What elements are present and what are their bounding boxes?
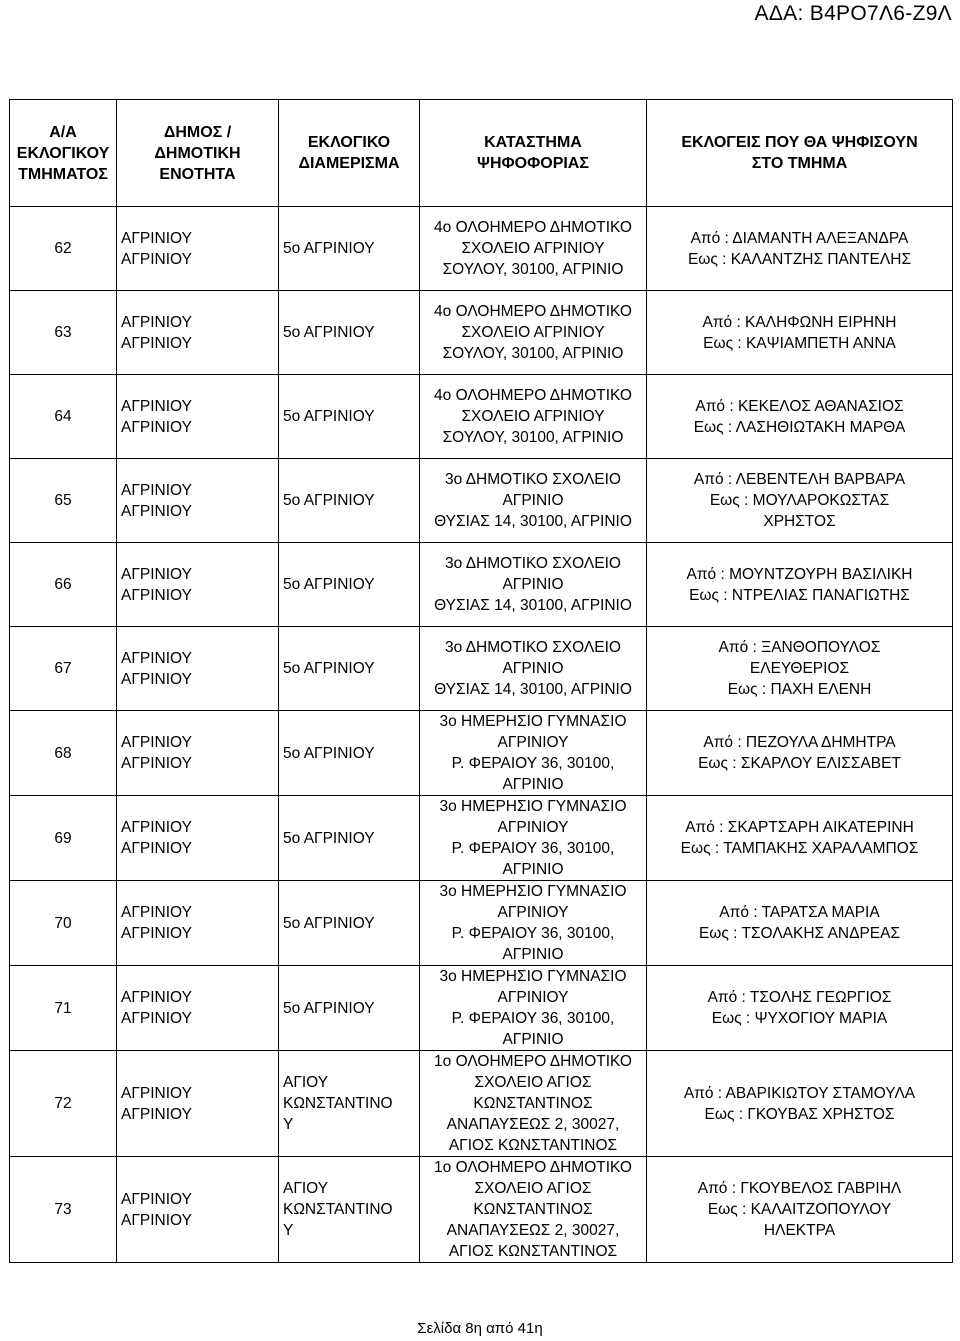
cell-electoral-district: 5ο ΑΓΡΙΝΙΟΥ — [279, 207, 420, 291]
cell-polling-place: 3ο ΔΗΜΟΤΙΚΟ ΣΧΟΛΕΙΟ ΑΓΡΙΝΙΟ ΘΥΣΙΑΣ 14, 30100, ΑΓΡΙΝΙΟ — [420, 627, 647, 711]
cell-voters-range: Από : ΜΟΥΝΤΖΟΥΡΗ ΒΑΣΙΛΙΚΗ Εως : ΝΤΡΕΛΙΑΣ ΠΑΝΑΓΙΩΤΗΣ — [647, 543, 953, 627]
cell-polling-place: 1ο ΟΛΟΗΜΕΡΟ ΔΗΜΟΤΙΚΟ ΣΧΟΛΕΙΟ ΑΓΙΟΣ ΚΩΝΣΤΑΝΤΙΝΟΣ ΑΝΑΠΑΥΣΕΩΣ 2, 30027, ΑΓΙΟΣ ΚΩΝΣΤΑΝΤΙΝΟΣ — [420, 1051, 647, 1157]
cell-municipality: ΑΓΡΙΝΙΟΥ ΑΓΡΙΝΙΟΥ — [117, 543, 279, 627]
cell-electoral-district: 5ο ΑΓΡΙΝΙΟΥ — [279, 375, 420, 459]
cell-electoral-district: 5ο ΑΓΡΙΝΙΟΥ — [279, 796, 420, 881]
table-row — [10, 711, 953, 796]
cell-electoral-district: 5ο ΑΓΡΙΝΙΟΥ — [279, 711, 420, 796]
cell-municipality: ΑΓΡΙΝΙΟΥ ΑΓΡΙΝΙΟΥ — [117, 375, 279, 459]
cell-voters-range: Από : ΣΚΑΡΤΣΑΡΗ ΑΙΚΑΤΕΡΙΝΗ Εως : ΤΑΜΠΑΚΗΣ ΧΑΡΑΛΑΜΠΟΣ — [647, 796, 953, 881]
table-row — [10, 1157, 953, 1263]
cell-municipality: ΑΓΡΙΝΙΟΥ ΑΓΡΙΝΙΟΥ — [117, 1051, 279, 1157]
cell-municipality: ΑΓΡΙΝΙΟΥ ΑΓΡΙΝΙΟΥ — [117, 711, 279, 796]
cell-polling-place: 4ο ΟΛΟΗΜΕΡΟ ΔΗΜΟΤΙΚΟ ΣΧΟΛΕΙΟ ΑΓΡΙΝΙΟΥ ΣΟΥΛΟΥ, 30100, ΑΓΡΙΝΙΟ — [420, 375, 647, 459]
cell-voters-range: Από : ΔΙΑΜΑΝΤΗ ΑΛΕΞΑΝΔΡΑ Εως : ΚΑΛΑΝΤΖΗΣ ΠΑΝΤΕΛΗΣ — [647, 207, 953, 291]
cell-polling-place: 1ο ΟΛΟΗΜΕΡΟ ΔΗΜΟΤΙΚΟ ΣΧΟΛΕΙΟ ΑΓΙΟΣ ΚΩΝΣΤΑΝΤΙΝΟΣ ΑΝΑΠΑΥΣΕΩΣ 2, 30027, ΑΓΙΟΣ ΚΩΝΣΤΑΝΤΙΝΟΣ — [420, 1157, 647, 1263]
table-row — [10, 1051, 953, 1157]
cell-voters-range: Από : ΤΣΟΛΗΣ ΓΕΩΡΓΙΟΣ Εως : ΨΥΧΟΓΙΟΥ ΜΑΡΙΑ — [647, 966, 953, 1051]
ada-stamp: ΑΔΑ: Β4ΡΟ7Λ6-Ζ9Λ — [754, 2, 952, 25]
table-row — [10, 291, 953, 375]
cell-section-number: 70 — [10, 881, 117, 966]
cell-municipality: ΑΓΡΙΝΙΟΥ ΑΓΡΙΝΙΟΥ — [117, 291, 279, 375]
table-row — [10, 796, 953, 881]
cell-electoral-district: 5ο ΑΓΡΙΝΙΟΥ — [279, 459, 420, 543]
cell-section-number: 64 — [10, 375, 117, 459]
cell-polling-place: 3ο ΗΜΕΡΗΣΙΟ ΓΥΜΝΑΣΙΟ ΑΓΡΙΝΙΟΥ Ρ. ΦΕΡΑΙΟΥ 36, 30100, ΑΓΡΙΝΙΟ — [420, 881, 647, 966]
cell-municipality: ΑΓΡΙΝΙΟΥ ΑΓΡΙΝΙΟΥ — [117, 627, 279, 711]
cell-polling-place: 3ο ΔΗΜΟΤΙΚΟ ΣΧΟΛΕΙΟ ΑΓΡΙΝΙΟ ΘΥΣΙΑΣ 14, 30100, ΑΓΡΙΝΙΟ — [420, 543, 647, 627]
cell-polling-place: 3ο ΔΗΜΟΤΙΚΟ ΣΧΟΛΕΙΟ ΑΓΡΙΝΙΟ ΘΥΣΙΑΣ 14, 30100, ΑΓΡΙΝΙΟ — [420, 459, 647, 543]
cell-section-number: 68 — [10, 711, 117, 796]
cell-electoral-district: 5ο ΑΓΡΙΝΙΟΥ — [279, 543, 420, 627]
cell-section-number: 73 — [10, 1157, 117, 1263]
cell-section-number: 65 — [10, 459, 117, 543]
table-row — [10, 375, 953, 459]
cell-electoral-district: 5ο ΑΓΡΙΝΙΟΥ — [279, 881, 420, 966]
cell-electoral-district: 5ο ΑΓΡΙΝΙΟΥ — [279, 291, 420, 375]
table-header-row — [10, 100, 953, 207]
header-voters-range: ΕΚΛΟΓΕΙΣ ΠΟΥ ΘΑ ΨΗΦΙΣΟΥΝ ΣΤΟ ΤΜΗΜΑ — [647, 100, 953, 207]
cell-polling-place: 3ο ΗΜΕΡΗΣΙΟ ΓΥΜΝΑΣΙΟ ΑΓΡΙΝΙΟΥ Ρ. ΦΕΡΑΙΟΥ 36, 30100, ΑΓΡΙΝΙΟ — [420, 711, 647, 796]
cell-voters-range: Από : ΛΕΒΕΝΤΕΛΗ ΒΑΡΒΑΡΑ Εως : ΜΟΥΛΑΡΟΚΩΣΤΑΣ ΧΡΗΣΤΟΣ — [647, 459, 953, 543]
polling-stations-table — [9, 99, 953, 1263]
cell-municipality: ΑΓΡΙΝΙΟΥ ΑΓΡΙΝΙΟΥ — [117, 207, 279, 291]
cell-polling-place: 4ο ΟΛΟΗΜΕΡΟ ΔΗΜΟΤΙΚΟ ΣΧΟΛΕΙΟ ΑΓΡΙΝΙΟΥ ΣΟΥΛΟΥ, 30100, ΑΓΡΙΝΙΟ — [420, 291, 647, 375]
cell-municipality: ΑΓΡΙΝΙΟΥ ΑΓΡΙΝΙΟΥ — [117, 1157, 279, 1263]
table-row — [10, 966, 953, 1051]
table-row — [10, 459, 953, 543]
cell-voters-range: Από : ΞΑΝΘΟΠΟΥΛΟΣ ΕΛΕΥΘΕΡΙΟΣ Εως : ΠΑΧΗ ΕΛΕΝΗ — [647, 627, 953, 711]
cell-voters-range: Από : ΚΑΛΗΦΩΝΗ ΕΙΡΗΝΗ Εως : ΚΑΨΙΑΜΠΕΤΗ ΑΝΝΑ — [647, 291, 953, 375]
cell-municipality: ΑΓΡΙΝΙΟΥ ΑΓΡΙΝΙΟΥ — [117, 881, 279, 966]
header-polling-place: ΚΑΤΑΣΤΗΜΑ ΨΗΦΟΦΟΡΙΑΣ — [420, 100, 647, 207]
table-row — [10, 207, 953, 291]
table-row — [10, 627, 953, 711]
cell-polling-place: 3ο ΗΜΕΡΗΣΙΟ ΓΥΜΝΑΣΙΟ ΑΓΡΙΝΙΟΥ Ρ. ΦΕΡΑΙΟΥ 36, 30100, ΑΓΡΙΝΙΟ — [420, 966, 647, 1051]
cell-section-number: 67 — [10, 627, 117, 711]
cell-polling-place: 4ο ΟΛΟΗΜΕΡΟ ΔΗΜΟΤΙΚΟ ΣΧΟΛΕΙΟ ΑΓΡΙΝΙΟΥ ΣΟΥΛΟΥ, 30100, ΑΓΡΙΝΙΟ — [420, 207, 647, 291]
cell-section-number: 69 — [10, 796, 117, 881]
cell-municipality: ΑΓΡΙΝΙΟΥ ΑΓΡΙΝΙΟΥ — [117, 459, 279, 543]
cell-electoral-district: ΑΓΙΟΥ ΚΩΝΣΤΑΝΤΙΝΟ Υ — [279, 1051, 420, 1157]
header-section-number: Α/Α ΕΚΛΟΓΙΚΟΥ ΤΜΗΜΑΤΟΣ — [10, 100, 117, 207]
cell-section-number: 71 — [10, 966, 117, 1051]
cell-municipality: ΑΓΡΙΝΙΟΥ ΑΓΡΙΝΙΟΥ — [117, 796, 279, 881]
cell-municipality: ΑΓΡΙΝΙΟΥ ΑΓΡΙΝΙΟΥ — [117, 966, 279, 1051]
cell-electoral-district: 5ο ΑΓΡΙΝΙΟΥ — [279, 966, 420, 1051]
cell-voters-range: Από : ΑΒΑΡΙΚΙΩΤΟΥ ΣΤΑΜΟΥΛΑ Εως : ΓΚΟΥΒΑΣ ΧΡΗΣΤΟΣ — [647, 1051, 953, 1157]
page-number: Σελίδα 8η από 41η — [417, 1320, 543, 1337]
cell-polling-place: 3ο ΗΜΕΡΗΣΙΟ ΓΥΜΝΑΣΙΟ ΑΓΡΙΝΙΟΥ Ρ. ΦΕΡΑΙΟΥ 36, 30100, ΑΓΡΙΝΙΟ — [420, 796, 647, 881]
cell-voters-range: Από : ΓΚΟΥΒΕΛΟΣ ΓΑΒΡΙΗΛ Εως : ΚΑΛΑΙΤΖΟΠΟΥΛΟΥ ΗΛΕΚΤΡΑ — [647, 1157, 953, 1263]
cell-electoral-district: 5ο ΑΓΡΙΝΙΟΥ — [279, 627, 420, 711]
cell-voters-range: Από : ΚΕΚΕΛΟΣ ΑΘΑΝΑΣΙΟΣ Εως : ΛΑΣΗΘΙΩΤΑΚΗ ΜΑΡΘΑ — [647, 375, 953, 459]
header-electoral-district: ΕΚΛΟΓΙΚΟ ΔΙΑΜΕΡΙΣΜΑ — [279, 100, 420, 207]
table-row — [10, 543, 953, 627]
cell-section-number: 66 — [10, 543, 117, 627]
table-row — [10, 881, 953, 966]
cell-voters-range: Από : ΤΑΡΑΤΣΑ ΜΑΡΙΑ Εως : ΤΣΟΛΑΚΗΣ ΑΝΔΡΕΑΣ — [647, 881, 953, 966]
cell-section-number: 63 — [10, 291, 117, 375]
cell-electoral-district: ΑΓΙΟΥ ΚΩΝΣΤΑΝΤΙΝΟ Υ — [279, 1157, 420, 1263]
header-municipality: ΔΗΜΟΣ / ΔΗΜΟΤΙΚΗ ΕΝΟΤΗΤΑ — [117, 100, 279, 207]
cell-section-number: 62 — [10, 207, 117, 291]
cell-voters-range: Από : ΠΕΖΟΥΛΑ ΔΗΜΗΤΡΑ Εως : ΣΚΑΡΛΟΥ ΕΛΙΣΣΑΒΕΤ — [647, 711, 953, 796]
cell-section-number: 72 — [10, 1051, 117, 1157]
